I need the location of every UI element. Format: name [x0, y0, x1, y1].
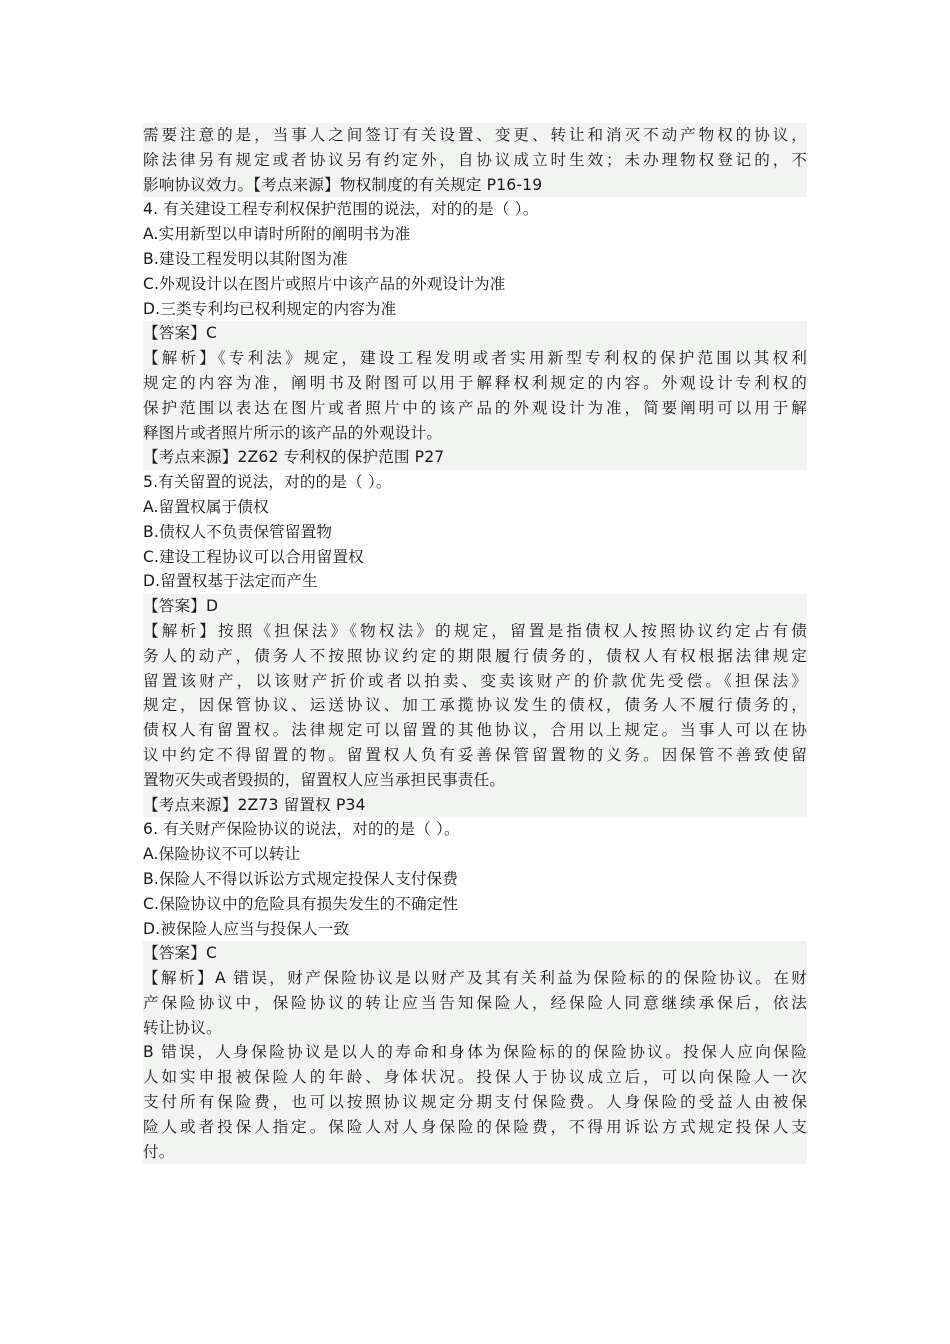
source-block [143, 793, 807, 818]
para-line: 影响协议效力。【考点来源】物权制度的有关规定 P16-19 [143, 175, 543, 194]
answer-block [143, 941, 807, 966]
option-line: C.保险协议中的危险具有损失发生的不确定性 [143, 894, 459, 913]
option-line: C.外观设计以在图片或照片中该产品的外观设计为准 [143, 274, 506, 293]
para-line: 【解析】按照《担保法》《物权法》的规定，留置是指债权人按照协议约定占有债 [143, 621, 807, 640]
para-line: 产保险协议中，保险协议的转让应当告知保险人，经保险人同意继续承保后，依法 [143, 993, 807, 1012]
option-block [143, 272, 807, 297]
para-line: 需要注意的是，当事人之间签订有关设置、变更、转让和消灭不动产物权的协议， [143, 126, 807, 144]
para-line: 保护范围以表达在图片或者照片中的该产品的外观设计为准，简要阐明可以用于解 [143, 398, 807, 417]
option-block [143, 569, 807, 594]
answer-line: 【答案】C [143, 944, 218, 963]
answer-line: 【答案】C [143, 324, 218, 343]
answer-block [143, 594, 807, 619]
option-block [143, 222, 807, 247]
para-line: 除法律另有规定或者协议另有约定外，自协议成立时生效；未办理物权登记的，不 [143, 150, 807, 169]
option-line: A.保险协议不可以转让 [143, 845, 301, 864]
answer-line: 【答案】D [143, 597, 219, 616]
source-block [143, 445, 807, 470]
question-block [143, 817, 807, 842]
question-line: 5.有关留置的说法，对的的是（ ）。 [143, 473, 392, 492]
para-line: 务人的动产，债务人不按照协议约定的期限履行债务的，债权人有权根据法律规定 [143, 646, 807, 665]
para-block [143, 346, 807, 445]
option-line: A.实用新型以申请时所附的阐明书为准 [143, 225, 411, 244]
source-line: 【考点来源】2Z73 留置权 P34 [143, 795, 366, 814]
para-line: 规定，因保管协议、运送协议、加工承揽协议发生的债权，债务人不履行债务的， [143, 696, 807, 715]
option-block [143, 917, 807, 942]
para-line: 置物灭失或者毁损的，留置权人应当承担民事责任。 [143, 770, 506, 789]
option-line: B.债权人不负责保管留置物 [143, 522, 333, 541]
option-block [143, 892, 807, 917]
para-line: 规定的内容为准，阐明书及附图可以用于解释权利规定的内容。外观设计专利权的 [143, 373, 807, 392]
para-line: 付。 [143, 1142, 175, 1161]
question-line: 4. 有关建设工程专利权保护范围的说法，对的的是（ ）。 [143, 200, 539, 219]
para-block [143, 966, 807, 1040]
option-line: C.建设工程协议可以合用留置权 [143, 547, 364, 566]
para-line: B 错误，人身保险协议是以人的寿命和身体为保险标的的保险协议。投保人应向保险 [143, 1043, 807, 1062]
para-line: 议中约定不得留置的物。留置权人负有妥善保管留置物的义务。因保管不善致使留 [143, 745, 807, 764]
option-line: D.被保险人应当与投保人一致 [143, 919, 350, 938]
option-block [143, 247, 807, 272]
para-line: 【解析】《专利法》规定，建设工程发明或者实用新型专利权的保护范围以其权利 [143, 349, 807, 368]
para-line: 人如实申报被保险人的年龄、身体状况。投保人于协议成立后，可以向保险人一次 [143, 1068, 807, 1087]
question-block [143, 470, 807, 495]
para-line: 债权人有留置权。法律规定可以留置的其他协议，合用以上规定。当事人可以在协 [143, 721, 807, 740]
document-page [143, 123, 807, 1164]
option-line: B.保险人不得以诉讼方式规定投保人支付保费 [143, 869, 459, 888]
question-line: 6. 有关财产保险协议的说法，对的的是（ ）。 [143, 820, 460, 839]
option-line: A.留置权属于债权 [143, 497, 269, 516]
answer-block [143, 321, 807, 346]
option-block [143, 545, 807, 570]
para-block [143, 123, 807, 197]
option-line: D.留置权基于法定而产生 [143, 572, 318, 591]
source-line: 【考点来源】2Z62 专利权的保护范围 P27 [143, 448, 445, 467]
para-block [143, 619, 807, 793]
option-block [143, 495, 807, 520]
para-line: 【解析】A 错误，财产保险协议是以财产及其有关利益为保险标的的保险协议。在财 [143, 969, 807, 988]
para-line: 释图片或者照片所示的该产品的外观设计。 [143, 423, 443, 442]
option-block [143, 842, 807, 867]
para-line: 留置该财产，以该财产折价或者以拍卖、变卖该财产的价款优先受偿。《担保法》 [143, 671, 807, 690]
para-line: 转让协议。 [143, 1018, 222, 1037]
option-block [143, 867, 807, 892]
option-block [143, 297, 807, 322]
para-line: 险人或者投保人指定。保险人对人身保险的保险费，不得用诉讼方式规定投保人支 [143, 1117, 807, 1136]
para-line: 支付所有保险费，也可以按照协议规定分期支付保险费。人身保险的受益人由被保 [143, 1093, 807, 1112]
option-block [143, 520, 807, 545]
option-line: D.三类专利均已权利规定的内容为准 [143, 299, 397, 318]
option-line: B.建设工程发明以其附图为准 [143, 249, 348, 268]
para-block [143, 1040, 807, 1164]
question-block [143, 197, 807, 222]
